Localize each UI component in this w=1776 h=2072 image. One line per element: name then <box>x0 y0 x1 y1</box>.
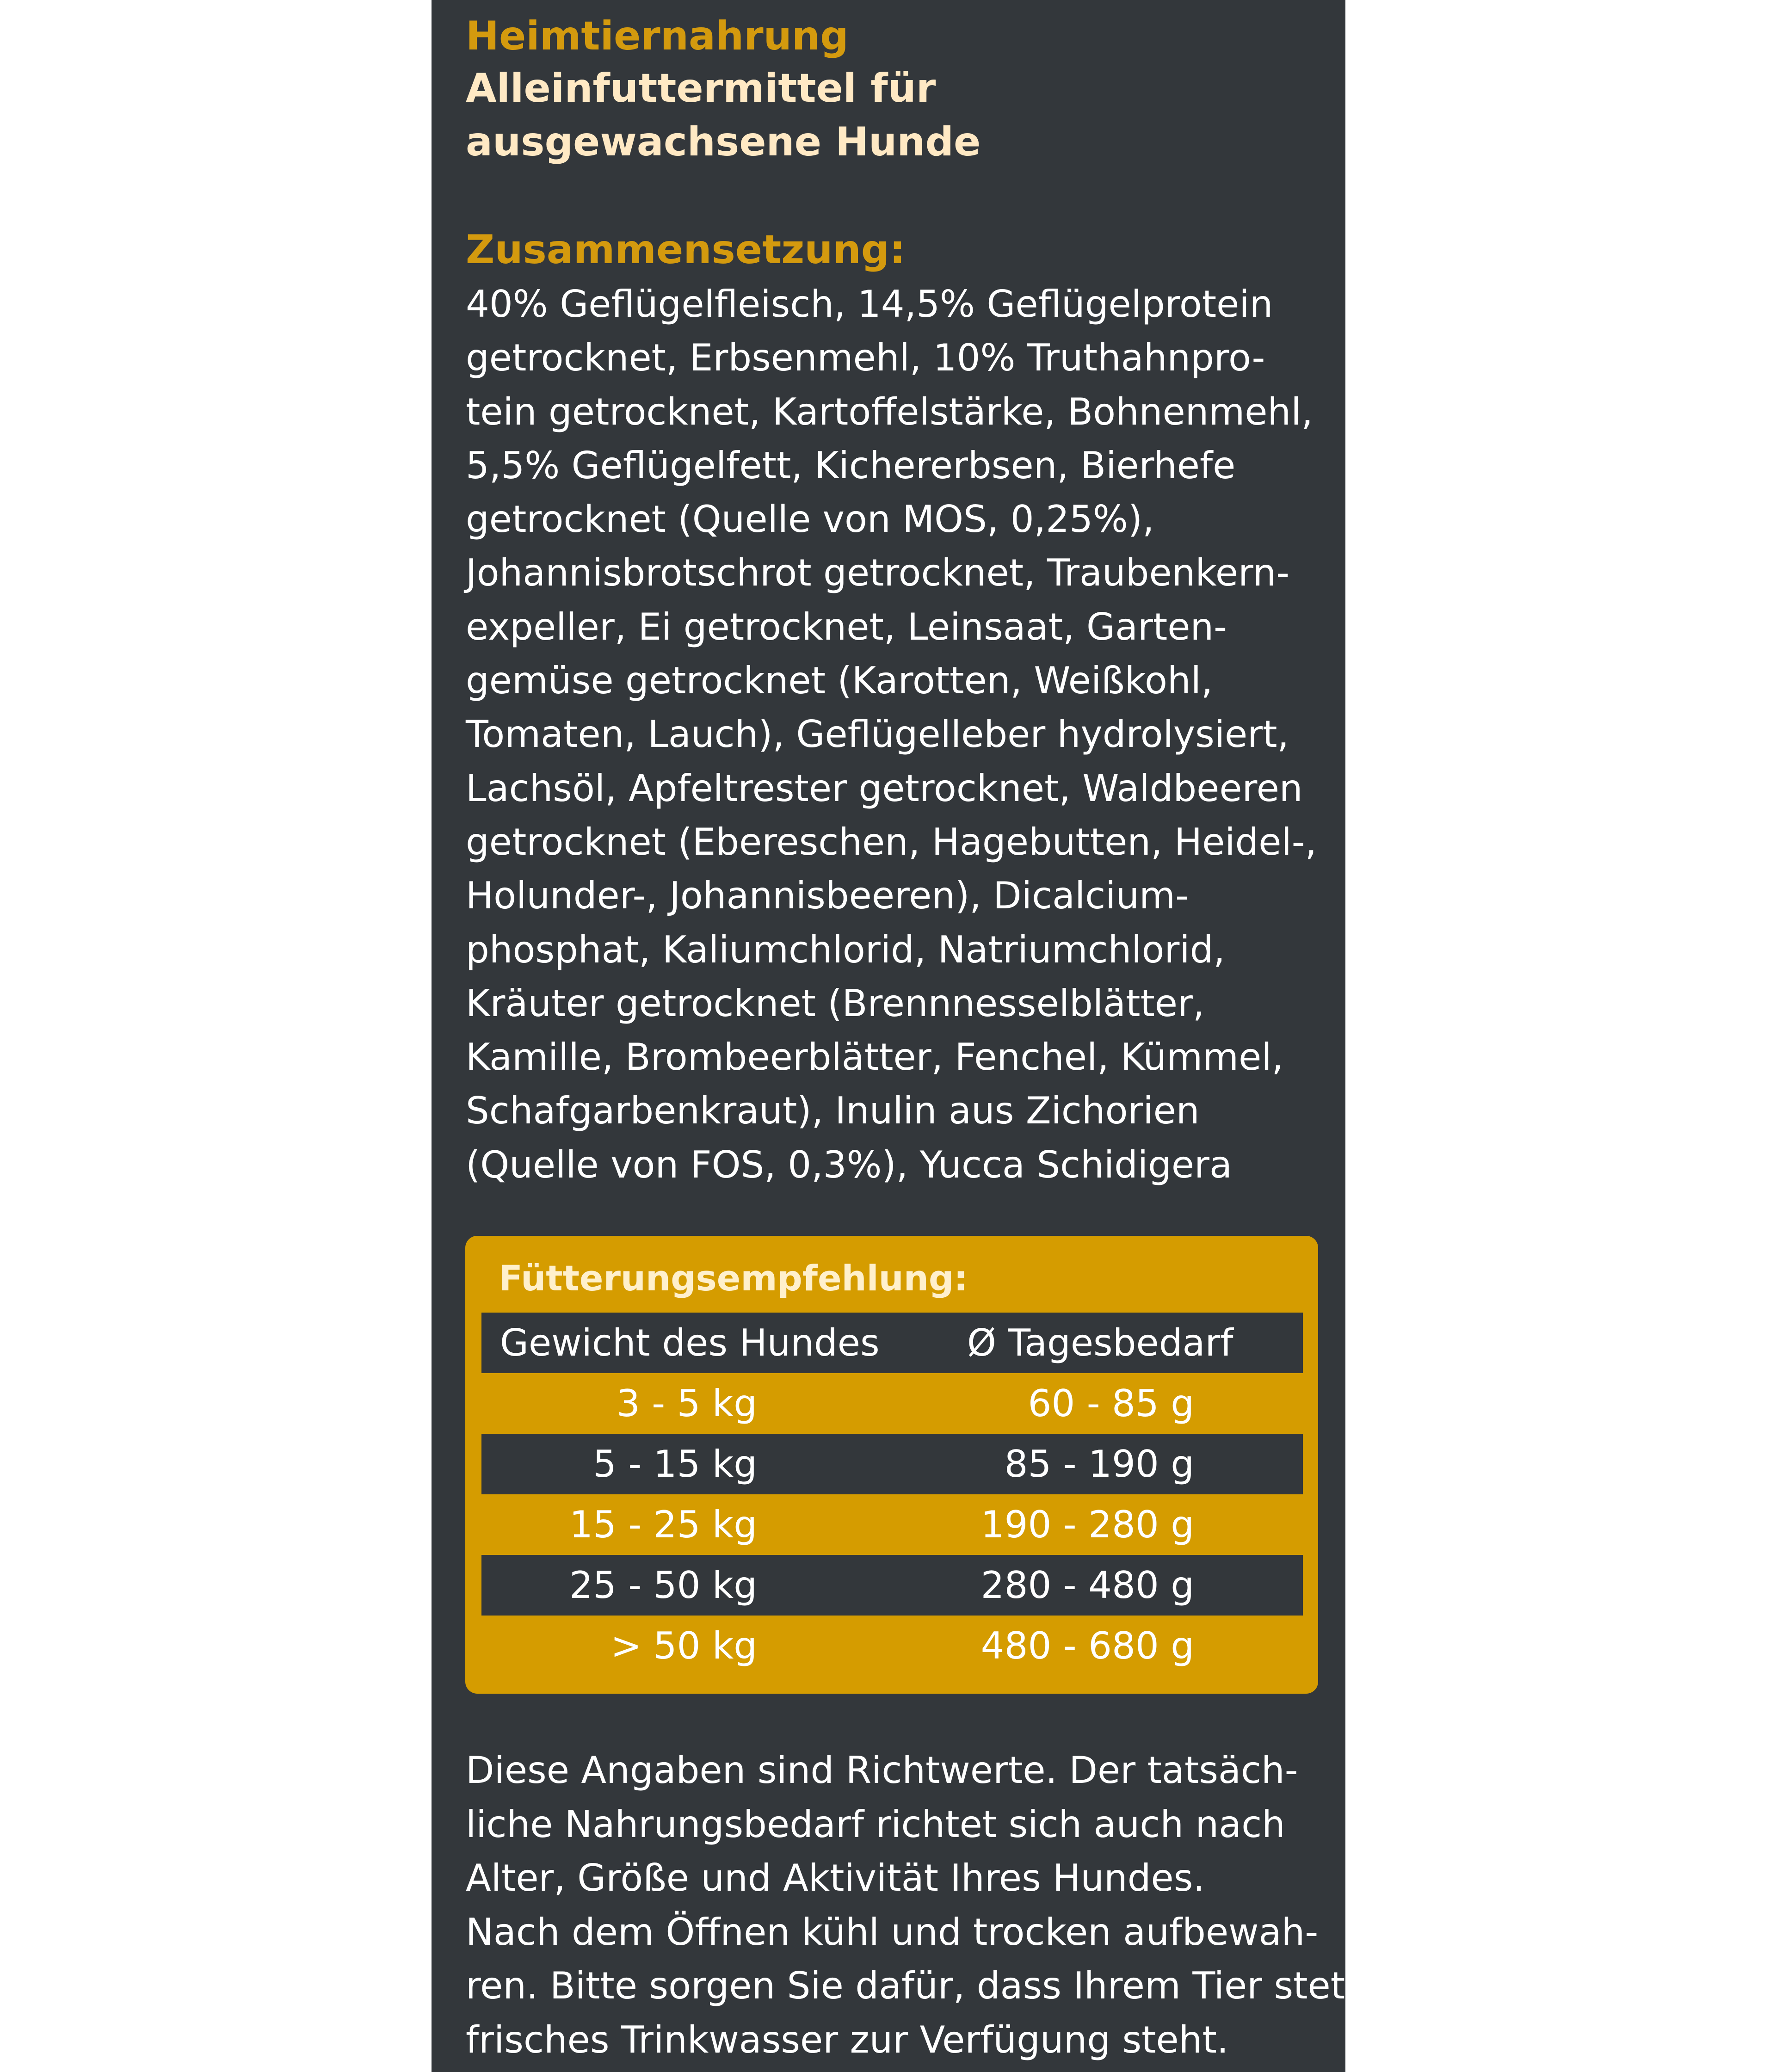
storage-note <box>466 1744 1364 2067</box>
composition-line: Holunder-, Johannisbeeren), Dicalcium- <box>466 874 1189 918</box>
composition-line: Johannisbrotschrot getrocknet, Traubenkern- <box>466 551 1290 595</box>
table-row <box>481 1434 1303 1494</box>
note-line: ren. Bitte sorgen Sie dafür, dass Ihrem Tier stets <box>466 1964 1364 2008</box>
feeding-table <box>481 1313 1303 1676</box>
table-row <box>481 1555 1303 1616</box>
note-line: Diese Angaben sind Richtwerte. Der tatsäch- <box>466 1749 1298 1792</box>
daily-need-cell: 480 - 680 g <box>980 1624 1194 1667</box>
note-line: liche Nahrungsbedarf richtet sich auch nach <box>466 1802 1285 1846</box>
composition-line: 5,5% Geflügelfett, Kichererbsen, Bierhefe <box>466 444 1236 487</box>
composition-line: Lachsöl, Apfeltrester getrocknet, Waldbeeren <box>466 766 1303 810</box>
label-panel <box>432 0 1364 2072</box>
composition-heading: Zusammensetzung: <box>466 227 906 273</box>
category-heading: Heimtiernahrung <box>466 13 849 59</box>
composition-line: (Quelle von FOS, 0,3%), Yucca Schidigera <box>466 1143 1232 1186</box>
weight-cell: 25 - 50 kg <box>569 1564 757 1607</box>
header-daily-need: Ø Tagesbedarf <box>967 1321 1233 1364</box>
feeding-table-header <box>481 1313 1303 1373</box>
weight-cell: > 50 kg <box>610 1624 757 1667</box>
header-weight: Gewicht des Hundes <box>500 1321 880 1364</box>
composition-line: tein getrocknet, Kartoffelstärke, Bohnenmehl, <box>466 390 1313 433</box>
table-row <box>481 1373 1303 1434</box>
composition-text <box>466 278 1317 1192</box>
composition-line: Kräuter getrocknet (Brennnesselblätter, <box>466 981 1205 1025</box>
weight-cell: 5 - 15 kg <box>593 1443 757 1486</box>
composition-line: 40% Geflügelfleisch, 14,5% Geflügelprotein <box>466 283 1273 326</box>
product-description <box>466 62 980 169</box>
composition-line: phosphat, Kaliumchlorid, Natriumchlorid, <box>466 928 1225 971</box>
composition-line: Tomaten, Lauch), Geflügelleber hydrolysiert, <box>466 713 1289 756</box>
composition-line: Schafgarbenkraut), Inulin aus Zichorien <box>466 1089 1200 1133</box>
composition-line: expeller, Ei getrocknet, Leinsaat, Garten- <box>466 605 1227 648</box>
daily-need-cell: 60 - 85 g <box>1028 1382 1194 1425</box>
table-row <box>481 1616 1303 1676</box>
table-row <box>481 1494 1303 1555</box>
weight-cell: 15 - 25 kg <box>569 1503 757 1546</box>
daily-need-cell: 85 - 190 g <box>1004 1443 1194 1486</box>
composition-line: getrocknet (Ebereschen, Hagebutten, Heidel-, <box>466 820 1317 863</box>
composition-line: gemüse getrocknet (Karotten, Weißkohl, <box>466 659 1213 703</box>
feeding-title: Fütterungsempfehlung: <box>499 1258 968 1299</box>
feeding-recommendation-box <box>465 1236 1318 1694</box>
note-line: Nach dem Öffnen kühl und trocken aufbewah- <box>466 1910 1319 1954</box>
note-line: Alter, Größe und Aktivität Ihres Hundes. <box>466 1856 1205 1900</box>
note-line: frisches Trinkwasser zur Verfügung steht. <box>466 2018 1229 2061</box>
daily-need-cell: 190 - 280 g <box>980 1503 1194 1546</box>
composition-line: Kamille, Brombeerblätter, Fenchel, Kümmel, <box>466 1036 1283 1079</box>
composition-line: getrocknet (Quelle von MOS, 0,25%), <box>466 498 1154 541</box>
daily-need-cell: 280 - 480 g <box>980 1564 1194 1607</box>
weight-cell: 3 - 5 kg <box>616 1382 757 1425</box>
product-line-2: ausgewachsene Hunde <box>466 119 981 165</box>
product-line-1: Alleinfuttermittel für <box>466 65 936 111</box>
composition-line: getrocknet, Erbsenmehl, 10% Truthahnpro- <box>466 336 1265 380</box>
